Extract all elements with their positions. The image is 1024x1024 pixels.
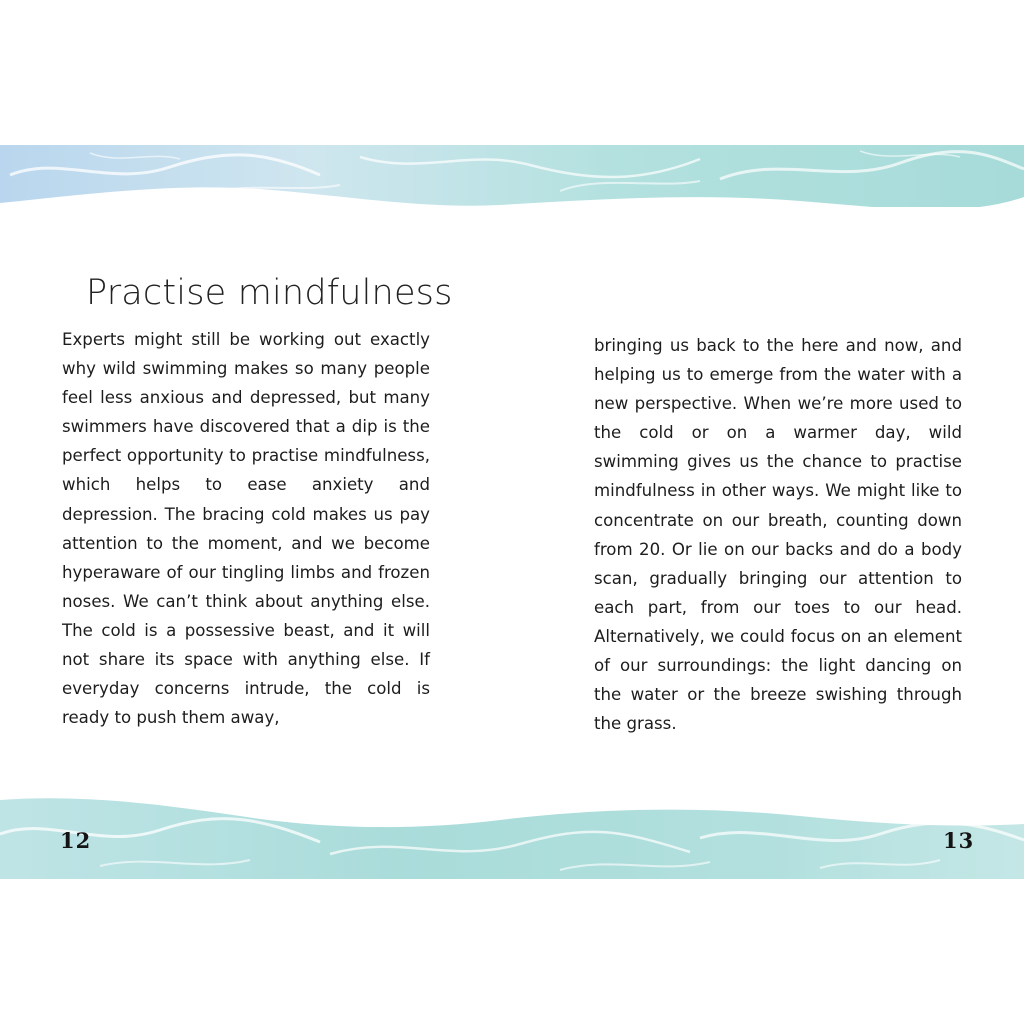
left-page-body-text: Experts might still be working out exactly why wild swimming makes so many people feel less anxious and depressed, but many swimmers have discovered that a dip is the perfect opportunity to practise mindfulness, which helps to ease anxiety and depression. The bracing cold makes us pay attention to the moment, and we become hyperaware of our tingling limbs and frozen noses. We can’t think about anything else. The cold is a possessive beast, and it will not share its space with anything else. If everyday concerns intrude, the cold is ready to push them away,: [62, 330, 430, 728]
water-texture-top: [0, 145, 1024, 207]
book-spread: [0, 145, 1024, 879]
water-header-band: [0, 145, 1024, 207]
page-title: Practise mindfulness: [86, 273, 453, 313]
water-texture-bottom: [0, 794, 1024, 879]
page-number-right: 13: [943, 828, 975, 853]
right-page-body-text: bringing us back to the here and now, and helping us to emerge from the water with a new perspective. When we’re more used to the cold or on a warmer day, wild swimming gives us the chance to practise mindfulness in other ways. We might like to concentrate on our breath, counting down from 20. Or lie on our backs and do a body scan, gradually bringing our attention to each part, from our toes to our head. Alternatively, we could focus on an element of our surroundings: the light dancing on the water or the breeze swishing through the grass.: [594, 336, 962, 734]
water-footer-band: [0, 794, 1024, 879]
page-number-left: 12: [60, 828, 92, 853]
